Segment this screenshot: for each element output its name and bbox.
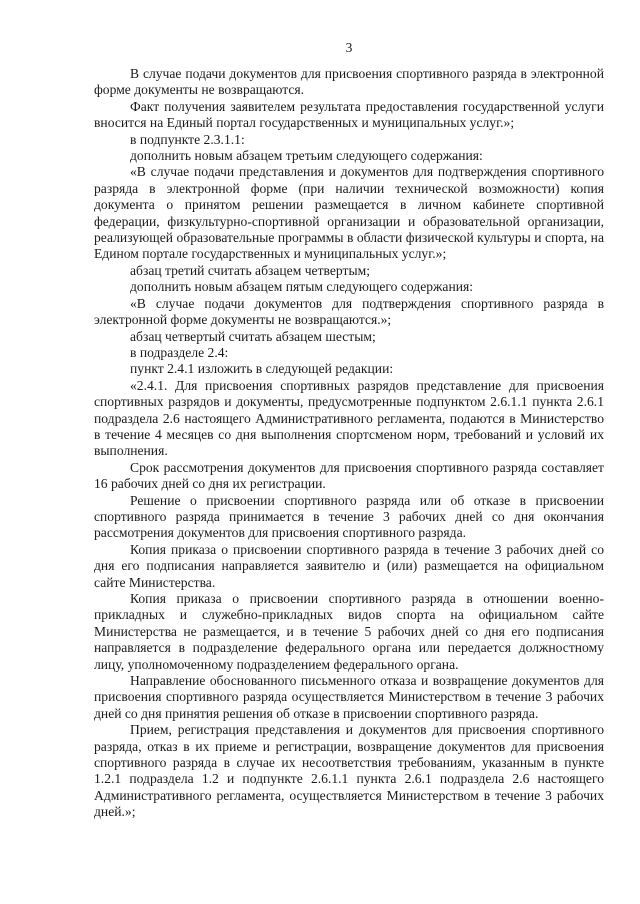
paragraph-17: Направление обоснованного письменного отказа и возвращение документов для присвоения спортивного разряда осуществляется Министерством в течение 3 рабочих дней со дня принятия решения об отказе в присвоении спортивного разряда. [94, 673, 604, 721]
paragraph-6: абзац третий считать абзацем четвертым; [130, 262, 370, 278]
paragraph-1: В случае подачи документов для присвоения спортивного разряда в электронной форме документы не возвращаются. [94, 66, 604, 98]
paragraph-8: «В случае подачи документов для подтверждения спортивного разряда в электронной форме документы не возвращаются.»; [94, 295, 604, 328]
paragraph-10: в подразделе 2.4: [130, 344, 229, 360]
paragraph-15: Копия приказа о присвоении спортивного разряда в течение 3 рабочих дней со дня его подписания направляется заявителю и (или) размещается на официальном сайте Министерства. [94, 541, 604, 590]
paragraph-4: дополнить новым абзацем третьим следующего содержания: [130, 148, 483, 164]
paragraph-12: «2.4.1. Для присвоения спортивных разрядов представление для присвоения спортивных разрядов и документы, предусмотренные подпунктом 2.6.1.1 пункта 2.6.1 подраздела 2.6 настоящего Административного регламента, подаются в Министерство в течение 4 месяцев со дня выполнения спортсменом норм, требований и условий их выполнения. [94, 377, 604, 459]
paragraph-9: абзац четвертый считать абзацем шестым; [130, 328, 376, 344]
paragraph-7: дополнить новым абзацем пятым следующего содержания: [130, 279, 474, 295]
paragraph-3: в подпункте 2.3.1.1: [130, 131, 245, 147]
document-body [94, 66, 604, 821]
paragraph-18: Прием, регистрация представления и документов для присвоения спортивного разряда, отказ в их приеме и регистрации, возвращение документов для присвоения спортивного разряда в случае их несоответствия требованиям, указанным в пункте 1.2.1 подраздела 1.2 и подпункте 2.6.1.1 пункта 2.6.1 подраздела 2.6 настоящего Административного регламента, осуществляется Министерством в течение 3 рабочих дней.»; [94, 722, 604, 820]
paragraph-2: Факт получения заявителем результата предоставления государственной услуги вносится на Единый портал государственных и муниципальных услуг.»; [94, 98, 604, 131]
paragraph-11: пункт 2.4.1 изложить в следующей редакции: [130, 361, 394, 377]
paragraph-14: Решение о присвоении спортивного разряда или об отказе в присвоении спортивного разряда принимается в течение 3 рабочих дней со дня окончания рассмотрения документов для присвоения спортивного разряда. [94, 492, 604, 541]
page-number: 3 [345, 40, 353, 55]
paragraph-5: «В случае подачи представления и документов для подтверждения спортивного разряда в электронной форме (при наличии технической возможности) копия документа о принятом решении размещается в личном кабинете спортивной федерации, физкультурно-спортивной организации и образовательной организации, реализующей образовательные программы в области физической культуры и спорта, на Едином портале государственных и муниципальных услуг.»; [94, 164, 604, 262]
paragraph-16: Копия приказа о присвоении спортивного разряда в отношении военно-прикладных и служебно-прикладных видов спорта на официальном сайте Министерства не размещается, и в течение 5 рабочих дней со дня его подписания направляется в подразделение федерального органа или передается должностному лицу, уполномоченному подразделением федерального органа. [94, 591, 604, 672]
paragraph-13: Срок рассмотрения документов для присвоения спортивного разряда составляет 16 рабочих дней со дня их регистрации. [94, 459, 604, 492]
